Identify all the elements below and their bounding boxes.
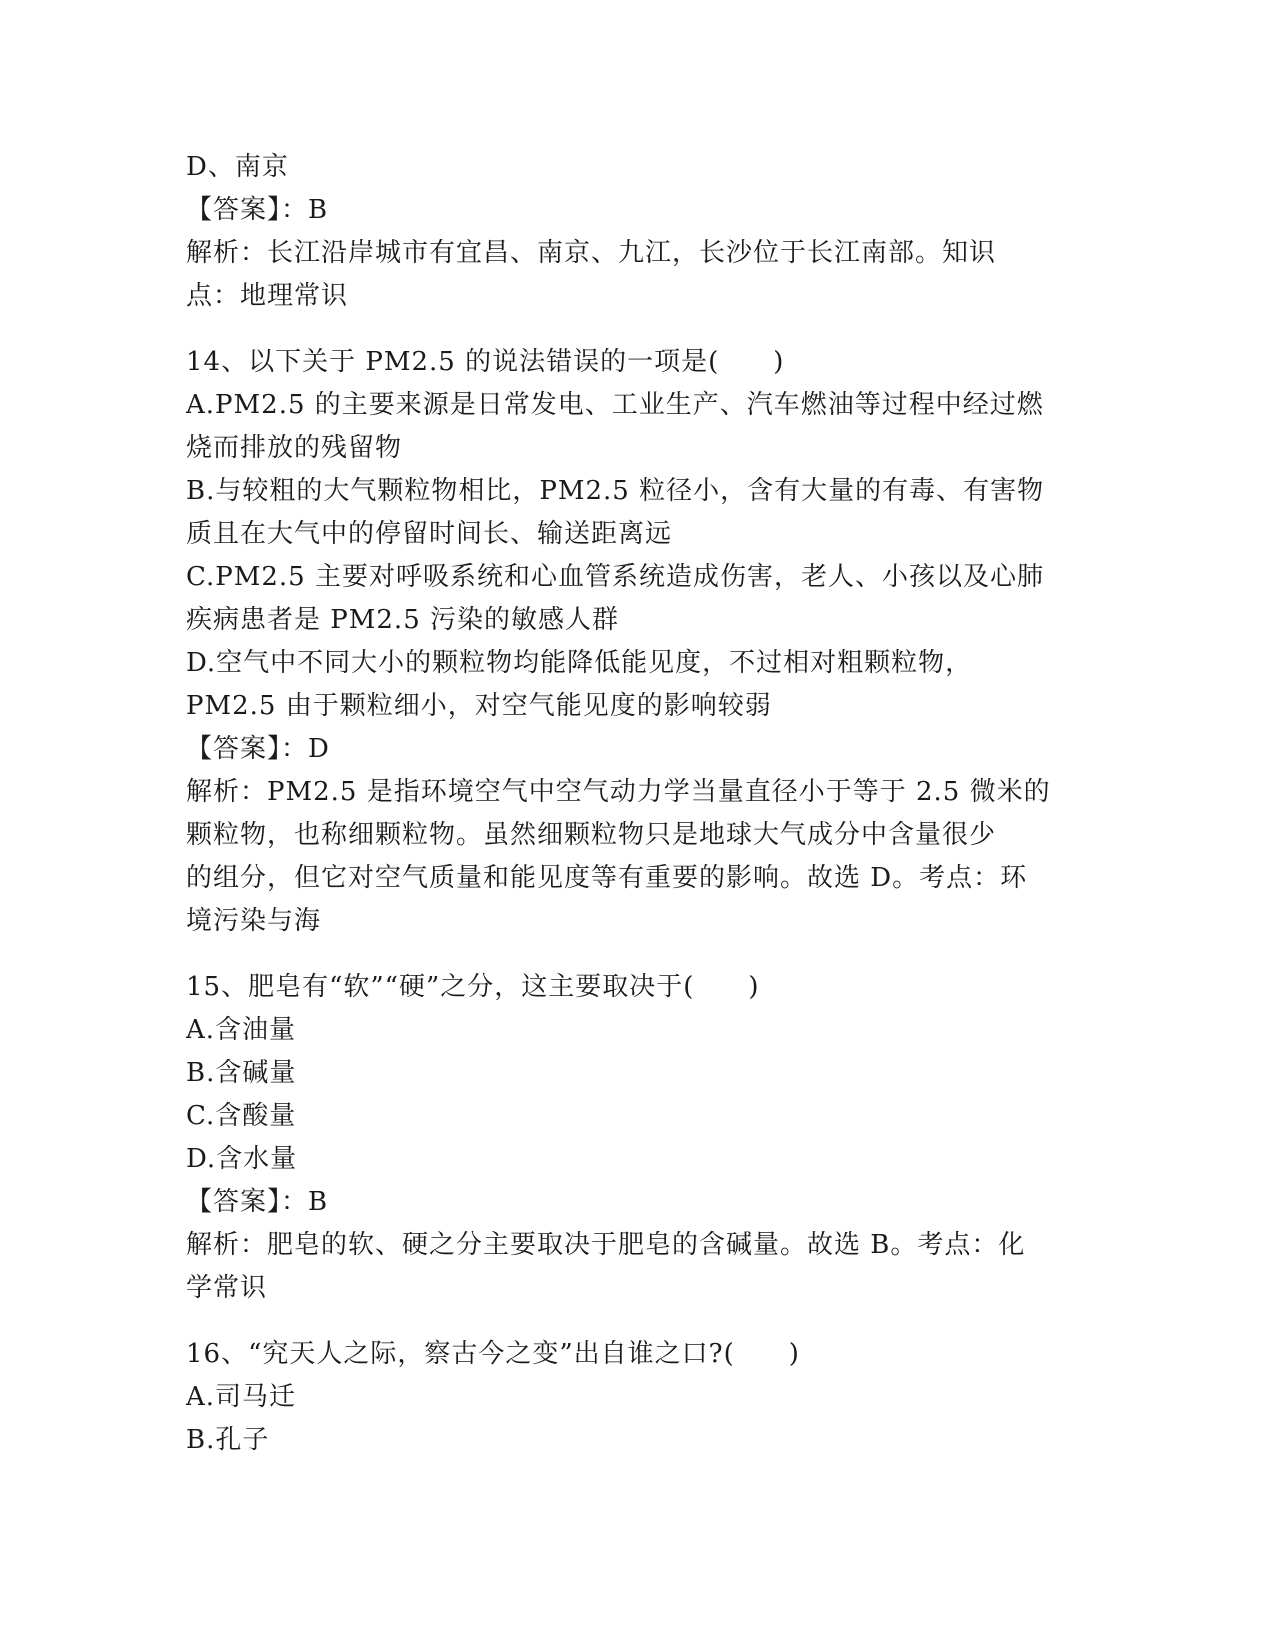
- option-c-cont: 疾病患者是 PM2.5 污染的敏感人群: [186, 605, 619, 635]
- option-d: D.空气中不同大小的颗粒物均能降低能见度，不过相对粗颗粒物，: [186, 648, 973, 678]
- option-a: A.PM2.5 的主要来源是日常发电、工业生产、汽车燃油等过程中经过燃: [186, 390, 1044, 420]
- explanation-line: 解析：长江沿岸城市有宜昌、南京、九江，长沙位于长江南部。知识: [186, 238, 997, 268]
- question-14-block: [186, 341, 1066, 943]
- option-c: C.PM2.5 主要对呼吸系统和心血管系统造成伤害，老人、小孩以及心肺: [186, 562, 1044, 592]
- explanation-line: 颗粒物，也称细颗粒物。虽然细颗粒物只是地球大气成分中含量很少: [186, 820, 997, 850]
- option-a: A.司马迁: [186, 1382, 297, 1412]
- answer-line: 【答案】：D: [186, 734, 330, 764]
- option-c: C.含酸量: [186, 1101, 297, 1131]
- option-b-cont: 质且在大气中的停留时间长、输送距离远: [186, 519, 673, 549]
- answer-line: 【答案】：B: [186, 195, 329, 225]
- explanation-line: 解析：PM2.5 是指环境空气中空气动力学当量直径小于等于 2.5 微米的: [186, 777, 1051, 807]
- answer-line: 【答案】：B: [186, 1187, 329, 1217]
- question-16-stem: 16、“究天人之际，察古今之变”出自谁之口?( ): [186, 1339, 800, 1369]
- explanation-line: 解析：肥皂的软、硬之分主要取决于肥皂的含碱量。故选 B。考点：化: [186, 1230, 1026, 1260]
- explanation-line: 点：地理常识: [186, 281, 349, 311]
- question-15-block: [186, 966, 1066, 1310]
- question-15-stem: 15、肥皂有“软”“硬”之分，这主要取决于( ): [186, 972, 760, 1002]
- question-14-stem: 14、以下关于 PM2.5 的说法错误的一项是( ): [186, 347, 785, 377]
- document-page: [186, 146, 1066, 1462]
- option-a: A.含油量: [186, 1015, 297, 1045]
- option-b: B.孔子: [186, 1425, 270, 1455]
- question-16-block: [186, 1333, 1066, 1462]
- option-b: B.含碱量: [186, 1058, 297, 1088]
- option-d: D、南京: [186, 152, 289, 182]
- option-d: D.含水量: [186, 1144, 298, 1174]
- explanation-line: 的组分，但它对空气质量和能见度等有重要的影响。故选 D。考点：环: [186, 863, 1028, 893]
- option-d-cont: PM2.5 由于颗粒细小，对空气能见度的影响较弱: [186, 691, 772, 721]
- explanation-line: 境污染与海: [186, 906, 322, 936]
- q13-tail-block: [186, 146, 1066, 318]
- option-b: B.与较粗的大气颗粒物相比，PM2.5 粒径小，含有大量的有毒、有害物: [186, 476, 1045, 506]
- option-a-cont: 烧而排放的残留物: [186, 433, 403, 463]
- explanation-line: 学常识: [186, 1273, 268, 1303]
